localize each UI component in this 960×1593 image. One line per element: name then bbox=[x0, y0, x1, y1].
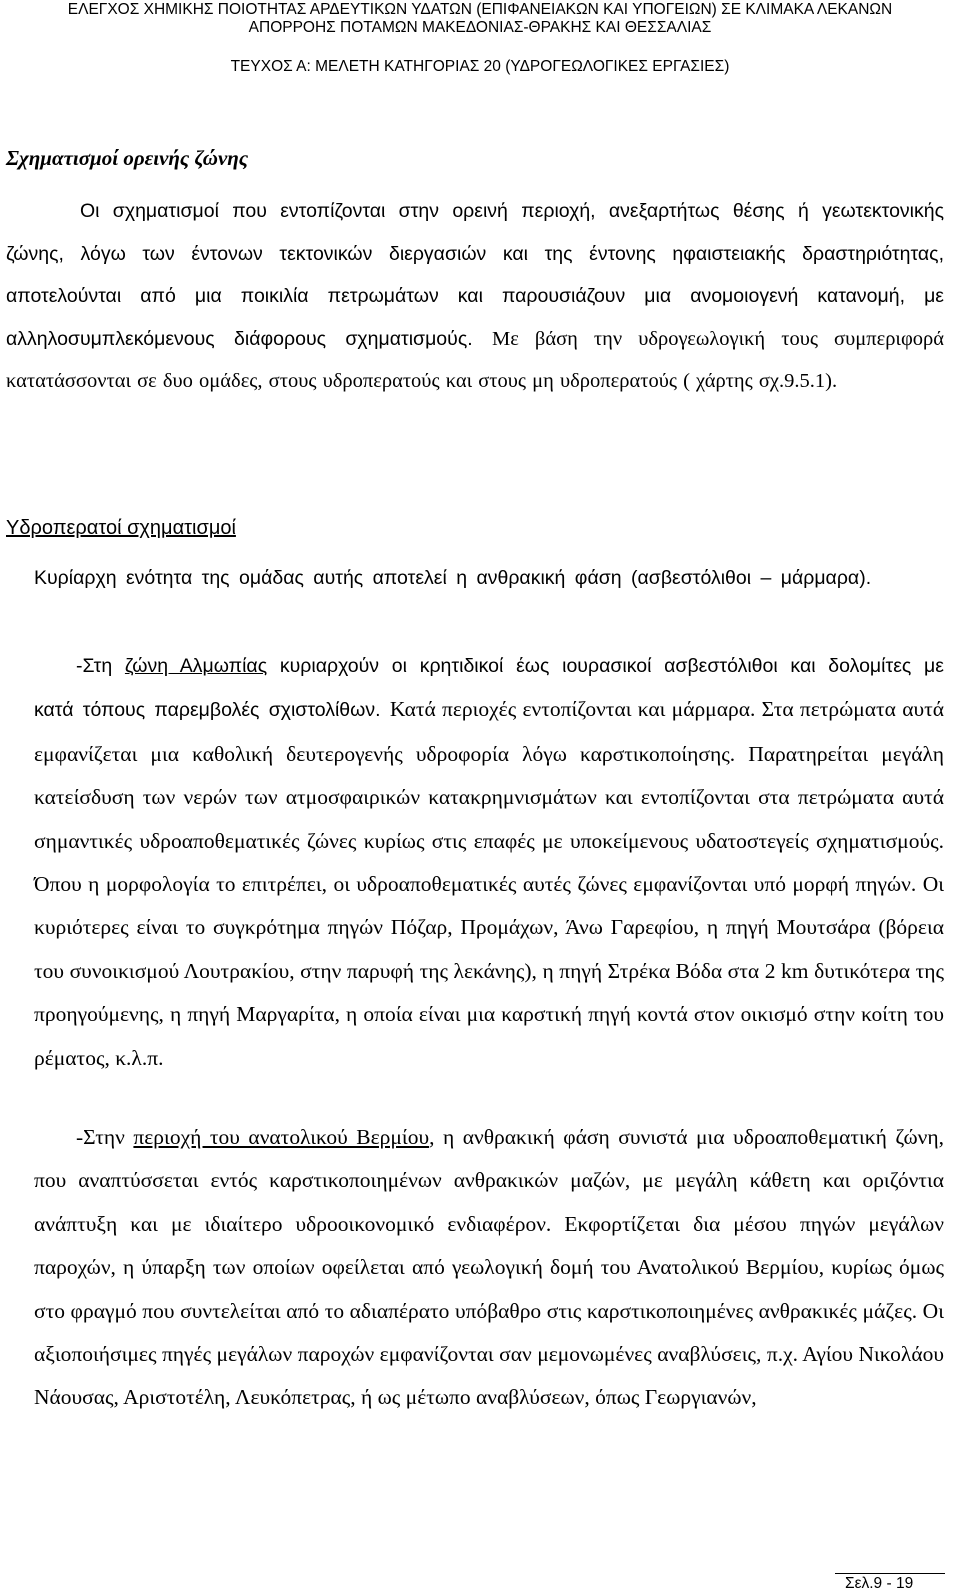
vermio-prefix: -Στην bbox=[76, 1125, 134, 1149]
header-title-line-2: ΑΠΟΡΡΟΗΣ ΠΟΤΑΜΩΝ ΜΑΚΕΔΟΝΙΑΣ-ΘΡΑΚΗΣ ΚΑΙ ΘΕΣΣΑΛΙΑΣ bbox=[248, 19, 712, 36]
vermio-text: , η ανθρακική φάση συνιστά μια υδροαποθεματική ζώνη, που αναπτύσσεται εντός καρστικοποιημένων ανθρακικών μαζών, με μεγάλη κάθετη και οριζόντια ανάπτυξη και με ιδιαίτερο υδροοικονομικό ενδιαφέρον. Εκφορτίζεται δια μέσου πηγών μεγάλων παροχών, η ύπαρξη των οποίων οφείλεται από γεωλογική δομή του Ανατολικού Βερμίου, κυρίως όμως στο φραγμό που συντελείται από το αδιαπέρατο υπόβαθρο στις καρστικοποιημένες ανθρακικές μάζες. Οι αξιοποιήσιμες πηγές μεγάλων παροχών εμφανίζονται σαν μεμονωμένες αναβλύσεις, π.χ. Αγίου Νικολάου Νάουσας, Αριστοτέλη, Λευκόπετρας, ή ως μέτωπο αναβλύσεων, όπως Γεωργιανών, bbox=[34, 1125, 944, 1410]
paragraph-carbonate-phase: Κυρίαρχη ενότητα της ομάδας αυτής αποτελεί η ανθρακική φάση (ασβεστόλιθοι – μάρμαρα). bbox=[34, 567, 872, 589]
paragraph-almopia-zone bbox=[34, 644, 944, 1080]
section-heading: Σχηματισμοί ορεινής ζώνης bbox=[6, 146, 249, 170]
intro-text-part-2: Με βάση την υδρογεωλογική τους συμπεριφορά κατατάσσονται σε δυο ομάδες, στους υδροπερατούς και στους μη υδροπερατούς ( χάρτης σχ.9.5.1). bbox=[6, 327, 944, 392]
subheading-permeable-formations: Υδροπερατοί σχηματισμοί bbox=[6, 517, 236, 539]
vermio-area-link: περιοχή του ανατολικού Βερμίου bbox=[133, 1125, 430, 1149]
almopia-text-2: Κατά περιοχές εντοπίζονται και μάρμαρα. Στα πετρώματα αυτά εμφανίζεται μια καθολική δευτερογενής υδροφορία λόγω καρστικοποίησης. Παρατηρείται μεγάλη κατείσδυση των νερών των ατμοσφαιρικών κατακρημνισμάτων και εντοπίζονται στα πετρώματα αυτά σημαντικές υδροαποθεματικές ζώνες κυρίως στις επαφές με υποκείμενους υδατοστεγείς σχηματισμούς. Όπου η μορφολογία το επιτρέπει, οι υδροαποθεματικές αυτές ζώνες εμφανίζονται υπό μορφή πηγών. bbox=[34, 697, 945, 897]
almopia-text-3: Οι κυριότερες είναι το συγκρότημα πηγών Πόζαρ, Προμάχων, Άνω Γαρεφίου, η πηγή Μουτσάρα (βόρεια του συνοικισμού Λουτρακίου, στην παρυφή της λεκάνης), η πηγή Στρέκα Βόδα στα 2 km δυτικότερα της προηγούμενης, η πηγή Μαργαρίτα, η οποία είναι μια καρστική πηγή κοντά στον οικισμό στην κοίτη του ρέματος, κ.λ.π. bbox=[34, 872, 944, 1070]
page-number: Σελ.9 - 19 bbox=[845, 1575, 914, 1592]
intro-paragraph bbox=[6, 190, 944, 403]
header-title-line-1: ΕΛΕΓΧΟΣ ΧΗΜΙΚΗΣ ΠΟΙΟΤΗΤΑΣ ΑΡΔΕΥΤΙΚΩΝ ΥΔΑΤΩΝ (ΕΠΙΦΑΝΕΙΑΚΩΝ ΚΑΙ ΥΠΟΓΕΙΩΝ) ΣΕ ΚΛΙΜΑΚΑ ΛΕΚΑΝΩΝ bbox=[67, 1, 893, 18]
almopia-zone-link: ζώνη Αλμωπίας bbox=[124, 655, 268, 677]
header-volume-line: ΤΕΥΧΟΣ Α: ΜΕΛΕΤΗ ΚΑΤΗΓΟΡΙΑΣ 20 (ΥΔΡΟΓΕΩΛΟΓΙΚΕΣ ΕΡΓΑΣΙΕΣ) bbox=[230, 58, 730, 75]
paragraph-vermio-area bbox=[34, 1116, 944, 1420]
almopia-prefix: -Στη bbox=[76, 655, 125, 677]
footer-divider bbox=[835, 1573, 945, 1574]
almopia-text-1: κυριαρχούν οι κρητιδικοί έως ιουρασικοί ασβεστόλιθοι και δολομίτες με κατά τόπους παρεμβολές σχιστολίθων. bbox=[34, 655, 944, 722]
intro-text-part-1: Οι σχηματισμοί που εντοπίζονται στην ορεινή περιοχή, ανεξαρτήτως θέσης ή γεωτεκτονικής ζώνης, λόγω των έντονων τεκτονικών διεργασιών και της έντονης ηφαιστειακής δραστηριότητας, αποτελούνται από μια ποικιλία πετρωμάτων και παρουσιάζουν μια ανομοιογενή κατανομή, με αλληλοσυμπλεκόμενους διάφορους σχηματισμούς. bbox=[6, 200, 944, 350]
